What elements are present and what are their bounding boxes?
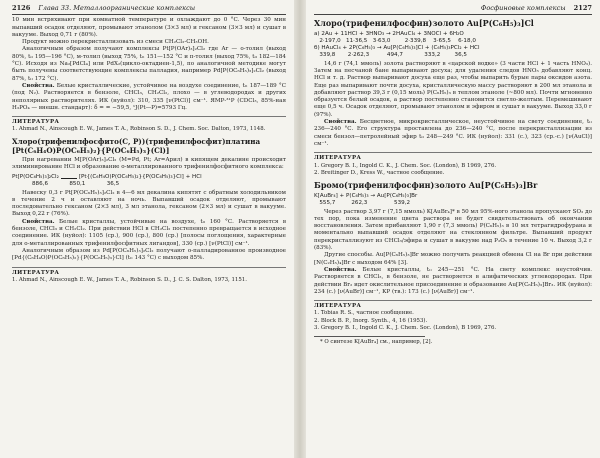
reaction-equation: [12, 174, 286, 188]
equation-c-masses: 555,7 262,3 539,2: [314, 199, 411, 206]
other-methods-paragraph: Другие способы. Au[P(C₆H₅)₃]Br можно получить реакцией обмена Cl на Br при действии [N(C₂H₅)₄]Br с выходом 64% [3].: [314, 252, 592, 266]
running-header-left: [12, 0, 286, 15]
left-page: [0, 0, 292, 458]
compound-title-gold-chloride: Хлоро(трифенилфосфин)золото Au[P(C₆H₅)₃]Cl: [314, 18, 534, 29]
equation-reactant: Pt[P(OC₆H₅)₃]₂Cl₂: [12, 173, 59, 180]
compound-title: Хлоро(трифенилфосфито(С, Р))(трифенилфосфит)платина: [12, 136, 261, 146]
compound-formula: [Pt(C₆H₄O)P(OC₆H₅)₂}{P(OC₆H₅)₃}(Cl)]: [12, 146, 170, 156]
properties-label-gold: Свойства.: [324, 119, 357, 126]
reference-item: 1. Ahmad N., Ainscough E. W., James T. A., Robinson S. D., J. Chem. Soc. Dalton, 1973, 1148.: [12, 126, 266, 133]
equation-a-masses: 2·197,0 11·36,5 3·63,0 2·339,8 3·65,5 6·18,0: [314, 37, 476, 44]
section-title: Фосфиновые комплексы: [480, 4, 566, 12]
references-heading-bromide: ЛИТЕРАТУРА: [314, 300, 592, 310]
preparation-paragraph-gold: 14,6 г (74,1 ммоль) золота растворяют в «царской водке» (3 части HCl + 1 часть HNO₃). Затем на песчаной бане выпаривают досуха; для удаления следов HNO₃ добавляют конц. HCl и т. д. Раствор выпаривают досуха еще раз, чтобы выпарить бурые пары оксидов азота. Еще раз выпаривают почти досуха, кристаллическую массу растворяют в 200 мл этанола и добавляют раствор 39,3 г (0,15 моль) P(C₆H₅)₃ в теплом этаноле (~800 мл). Почти мгновенно образуется белый осадок, а раствор постепенно становится светло-желтым. Перемешивают еще 0,5 ч. Осадок отделяют, промывают этанолом и эфиром и сушат в вакууме. Выход 33,0 г (97%).: [314, 60, 592, 118]
reference-item: 2. Block B. P., Inorg. Synth., 4, 16 (1953).: [314, 317, 428, 324]
intro-paragraph: 10 мин встряхивают при комнатной температуре и охлаждают до 0 °С. Через 30 мин выпавший осадок отделяют, промывают этанолом (3×3 мл) и гексаном (3×3 мл) и сушат в вакууме. Выход 0,71 г (80%).: [12, 17, 286, 38]
reference-item: 3. Gregory B. I., Ingold C. K., J. Chem. Soc. (London), B 1969, 276.: [314, 325, 497, 332]
properties-paragraph-gold: [314, 119, 592, 148]
preparation-paragraph-bromide: Через раствор 3,97 г (7,15 ммоль) K[AuBr₄]* в 50 мл 95%-ного этанола пропускают SO₂ до тех пор, пока изменение цвета раствора не будет свидетельствовать об окончании восстановления. Затем прибавляют 1,90 г (7,3 ммоль) P(C₆H₅)₃ в 10 мл тетрагидрофурана и моментально выпавший осадок отделяют на стеклянном фильтре. Выпавший продукт перекристаллизуют из CHCl₃/эфира и сушат в вакууме над P₂O₅ в течение 10 ч. Выход 3,2 г (83%).: [314, 208, 592, 252]
preparation-paragraph: При нагревании M[P(OAr)₃]₂Cl₂ (M=Pd, Pt; Ar=Aрил) в кипящем декалине происходит элиминирование HCl и образование о-металлированного трифенилфосфитного комплекса:: [12, 156, 286, 171]
intro-note: Продукт можно перекристаллизовать из смеси CH₂Cl₂-CH₃OH.: [22, 39, 209, 46]
equation-a: а) 2Au + 11HCl + 3HNO₃ → 2HAuCl₄ + 3NOCl + 6H₂O: [314, 30, 464, 37]
book-gutter: [294, 0, 306, 458]
references-heading-2: ЛИТЕРАТУРА: [12, 267, 286, 277]
footnote: * О синтезе K[AuBr₄] см., например, [2].: [320, 339, 433, 346]
properties-text: Белые кристаллические, устойчивое на воздухе соединение, tₗₗ 187—189 °С (под N₂). Растворяется в бензоле, CHCl₃, CH₂Cl₂, плохо — в углеводородах и других неполярных растворителях. ИК (нуйол): 310, 335 [ν(PtCl)] см⁻¹. ЯМР-³¹P (CDCl₃, 85%-ная H₃PO₄ — внешн. стандарт): δ = = −59,5, ¹J(Pt—P)=5793 Гц.: [12, 82, 286, 111]
equation-c: K[AuBr₄] + P(C₆H₅)₃ → Au[P(C₆H₅)₃]Br: [314, 192, 418, 199]
properties-text-gold: Бесцветное, микрокристаллическое, неустойчивое на свету соединение, tₗₗ 236—240 °С. Его структура проставлена до 236—240 °С, после перекристаллизации из смеси бензол—петролейный эфир tₗₗ 248—249 °С. ИК (нуйол): 331 (с.), 323 (ср.-с.) [ν(AuCl)] см⁻¹.: [314, 119, 593, 147]
running-header-right: [314, 0, 592, 15]
properties-paragraph-2: [12, 219, 286, 248]
properties-text-2: Белые кристаллы, устойчивые на воздухе, tₗₗ 160 °С. Растворяется в бензоле, CHCl₃ и CH₂Cl₂. При действии HCl в CH₂Cl₂ постепенно превращается в исходное соединение. ИК (нуйол): 1105 (ср.), 900 (ср.), 800 (ср.) [полосы поглощения, характерные для о-металлированных трифенилфосфитных лигандов], 330 (ср.) [ν(PtCl)] см⁻¹.: [12, 218, 287, 247]
reaction-arrow-icon: [61, 174, 77, 179]
reference-item: 2. Breitinger D., Kress W., частное сообщение.: [314, 169, 445, 176]
equation-product: [Pt{(C₆H₄O)P(OC₆H₅)₂}{P(OC₆H₅)₃}Cl] + HCl: [78, 173, 202, 180]
properties-label: Свойства.: [22, 82, 55, 89]
references-heading: ЛИТЕРАТУРА: [12, 116, 286, 126]
chapter-title: Глава 33. Металлоорганические комплексы: [38, 4, 196, 12]
references-heading-gold: ЛИТЕРАТУРА: [314, 152, 592, 162]
palladium-paragraph: Аналогичным образом из Pd[P(OC₆H₅)₃]₂Cl₂ получают о-палладированное производное [Pd{(C₆H₄O)P(OC₆H₅)₂}{P(OC₆H₅)₃}Cl] (tₗₗ 143 °С) с выходом 85%.: [12, 247, 286, 262]
reaction-equation-bromide: [314, 193, 592, 207]
compound-title-gold-bromide: Бромо(трифенилфосфин)золото Au[P(C₆H₅)₃]Br: [314, 180, 538, 191]
reference-item: 1. Tobias R. S., частное сообщение.: [314, 310, 414, 317]
equation-b: б) HAuCl₄ + 2P(C₆H₅)₃ → Au[P(C₆H₅)₃]Cl + (C₆H₅)₃PCl₂ + HCl: [314, 44, 480, 51]
reference-item: 1. Gregory B. I., Ingold C. K., J. Chem. Soc. (London), B 1969, 276.: [314, 162, 497, 169]
properties-paragraph: [12, 83, 286, 112]
equation-b-masses: 339,8 2·262,3 494,7 333,2 36,5: [314, 51, 467, 58]
procedure-paragraph: Навеску 0,3 г Pt[P(OC₆H₅)₃]₂Cl₂ в 4—6 мл декалина кипятят с обратным холодильником в течение 2 ч и оставляют на ночь. Выпавший осадок отделяют, промывают последовательно гексаном (2×3 мл), 3 мл этанола, гексаном (2×3 мл) и сушат в вакууме. Выход 0,22 г (76%).: [12, 189, 286, 218]
reference-item-2: 1. Ahmad N., Ainscough E. W., James T. A., Robinson S. D., J. C. S. Dalton, 1973, 1151.: [12, 276, 247, 283]
properties-label-bromide: Свойства.: [324, 266, 357, 273]
properties-paragraph-bromide: [314, 267, 592, 296]
properties-label-2: Свойства.: [22, 218, 55, 225]
page-number-right: 2127: [573, 4, 592, 12]
properties-text-bromide: Белые кристаллы, tₗₗ 245—251 °С. На свету комплекс неустойчив. Растворяется в CHCl₃, в бензоле, не растворяется в алифатических углеводородах. При действии Br₂ идет окислительное присоединение и образование Au[P(C₆H₅)₃]Br₃. ИК (нуйол): 234 (с.) [ν(AuBr)] см⁻¹, КР (тв.): 173 (с.) [ν(AuBr)] см⁻¹.: [314, 266, 592, 295]
analog-paragraph: Аналогичным образом получают комплексы Pt[P(OAr)₃]₂Cl₂ где Ar — о-толил (выход 80%, tₗₗ 195—196 °С), м-толил (выход 75%, tₗₗ 151—152 °С и п-толил (выход 75%, tₗₗ 182—184 °С). Исходя из Na₂[PdCl₄] или PdX₂(цикло-октадиен-1,5), по аналогичной методике могут быть получены соответствующие комплексы палладия, например Pd[P(OC₆H₅)₃]₂Cl₂ (выход 87%, tₗₗ 172 °С).: [12, 46, 286, 82]
reaction-equations: [314, 31, 592, 59]
right-page: [306, 0, 600, 458]
page-number: 2126: [12, 4, 31, 12]
equation-masses: 886,6 850,1 36,5: [32, 180, 120, 187]
